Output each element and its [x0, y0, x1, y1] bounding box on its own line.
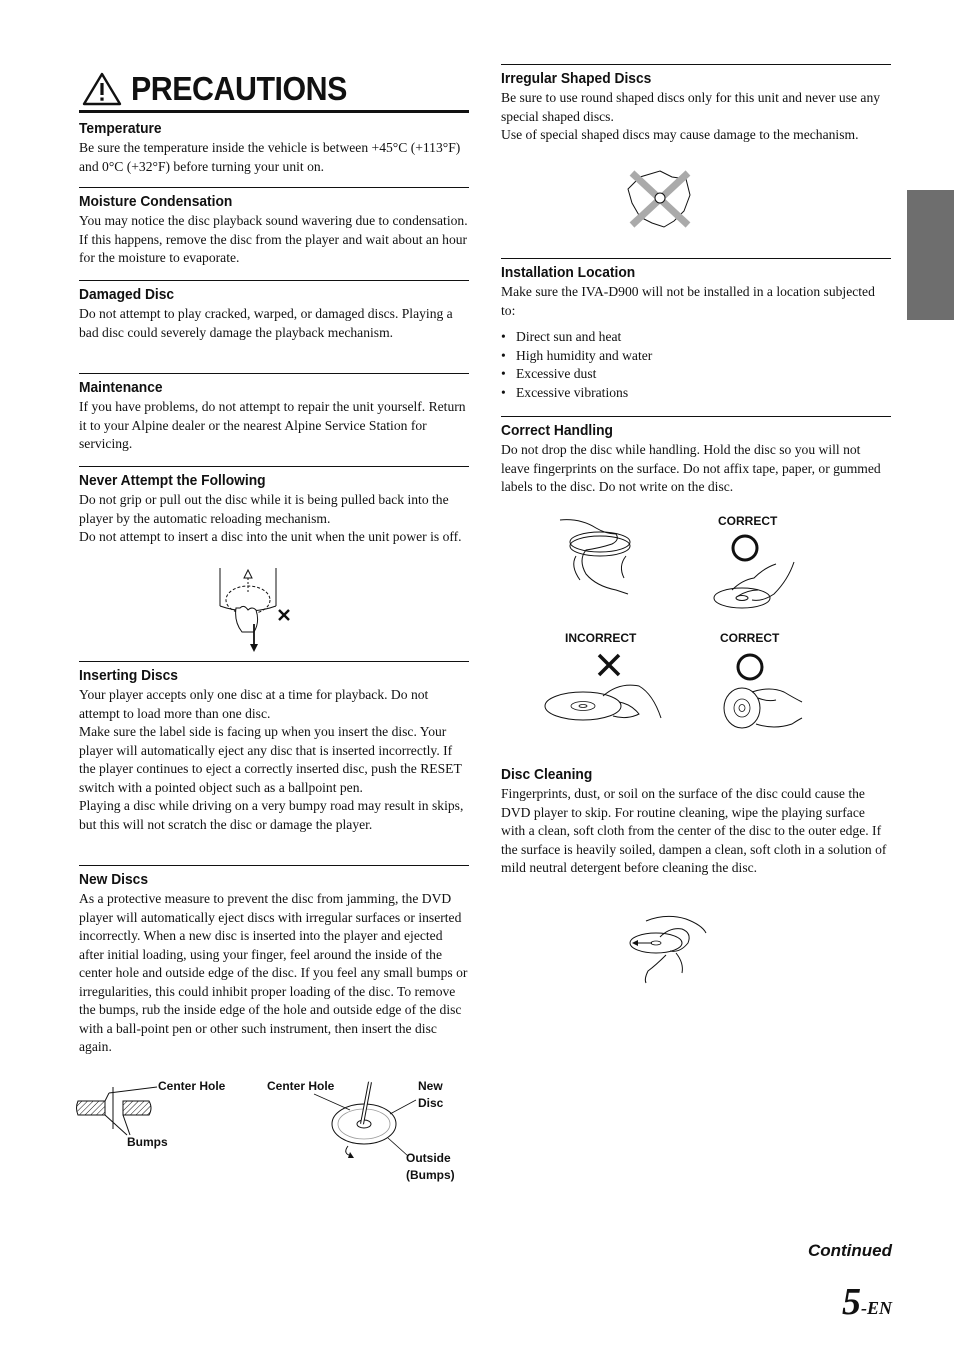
disc-cleaning-illustration [626, 913, 708, 985]
text-moisture: You may notice the disc playback sound wavering due to condensation. If this happens, remove the disc from the player and wait about an hour for the moisture to evaporate. [79, 213, 468, 265]
label-outside-bumps: Outside (Bumps) [406, 1151, 455, 1182]
disc-pen-illustration [320, 1080, 420, 1165]
hand-disc-edge-illustration [712, 560, 798, 612]
label-bumps: Bumps [127, 1135, 168, 1149]
hand-disc-surface-illustration [543, 680, 665, 732]
heading-temperature: Temperature [79, 120, 162, 137]
section-installation [501, 258, 891, 402]
label-new-disc: New Disc [418, 1079, 444, 1110]
text-inserting-1: Your player accepts only one disc at a time for playback. Do not attempt to load more than one disc. [79, 687, 429, 721]
section-maintenance [79, 373, 469, 454]
x-mark-icon [278, 609, 290, 621]
text-damaged-disc: Do not attempt to play cracked, warped, or damaged discs. Playing a bad disc could severely damage the playback mechanism. [79, 306, 453, 340]
hand-holding-disc-illustration [556, 516, 640, 596]
text-never-attempt-2: Do not attempt to insert a disc into the unit when the unit power is off. [79, 529, 462, 544]
page-title-bar [79, 70, 469, 113]
irregular-disc-illustration [626, 167, 694, 231]
heading-handling: Correct Handling [501, 422, 613, 439]
section-never-attempt [79, 466, 469, 547]
list-item: • Excessive dust [501, 365, 891, 384]
list-item: • Direct sun and heat [501, 328, 891, 347]
text-maintenance: If you have problems, do not attempt to repair the unit yourself. Return it to your Alpine dealer or the nearest Alpine Service Station for servicing. [79, 399, 466, 451]
text-inserting-3: Playing a disc while driving on a very bumpy road may result in skips, but this will not scratch the disc or damage the player. [79, 798, 464, 832]
text-disc-cleaning: Fingerprints, dust, or soil on the surface of the disc could cause the DVD player to skip. For routine cleaning, wipe the playing surface with a clean, soft cloth from the center of the disc to the outer edge. If the surface is heavily soiled, dampen a clean, soft cloth in a solution of mild neutral detergent before cleaning the disc. [501, 786, 887, 875]
installation-list [501, 328, 891, 402]
text-handling: Do not drop the disc while handling. Hold the disc so you will not leave fingerprints on the surface. Do not affix tape, paper, or gummed labels to the disc. Do not write on the disc. [501, 442, 881, 494]
heading-inserting-discs: Inserting Discs [79, 667, 178, 684]
heading-moisture: Moisture Condensation [79, 193, 233, 210]
section-tab [907, 190, 954, 320]
section-irregular-discs [501, 64, 891, 145]
heading-installation: Installation Location [501, 264, 636, 281]
section-disc-cleaning [501, 761, 891, 878]
section-temperature [79, 115, 469, 176]
label-center-hole-1: Center Hole [158, 1079, 226, 1093]
page-number [842, 1280, 892, 1324]
text-irregular-2: Use of special shaped discs may cause damage to the mechanism. [501, 127, 859, 142]
section-handling [501, 416, 891, 497]
text-new-discs: As a protective measure to prevent the disc from jamming, the DVD player will automatically eject discs with irregular surfaces or inserted incorrectly. When a new disc is inserted into the player and ejected after initial loading, using your finger, feel around the inside of the center hole and outside edge of the disc. If you feel any small bumps or irregularities, this could inhibit proper loading of the disc. To remove the bumps, rub the inside edge of the hole and outside edge of the disc with a ball-point pen or other such instrument, then insert the disc again. [79, 891, 468, 1054]
section-moisture [79, 187, 469, 268]
heading-maintenance: Maintenance [79, 379, 163, 396]
circle-mark-icon [735, 652, 765, 682]
heading-damaged-disc: Damaged Disc [79, 286, 175, 303]
circle-mark-icon [730, 533, 760, 563]
label-center-hole-2: Center Hole [267, 1079, 335, 1093]
hand-disc-sides-illustration [722, 684, 804, 734]
warning-triangle-icon [82, 72, 122, 106]
heading-new-discs: New Discs [79, 871, 149, 888]
heading-never-attempt: Never Attempt the Following [79, 472, 266, 489]
section-new-discs [79, 865, 469, 1057]
text-never-attempt-1: Do not grip or pull out the disc while it is being pulled back into the player by the automatic reloading mechanism. [79, 492, 449, 526]
list-item: • Excessive vibrations [501, 384, 891, 403]
x-mark-icon [597, 653, 621, 677]
heading-irregular-discs: Irregular Shaped Discs [501, 70, 652, 87]
text-installation: Make sure the IVA-D900 will not be installed in a location subjected to: [501, 284, 875, 318]
list-item: • High humidity and water [501, 347, 891, 366]
heading-disc-cleaning: Disc Cleaning [501, 766, 593, 783]
disc-cross-section-illustration [75, 1085, 155, 1137]
page-number-digit: 5 [842, 1281, 861, 1323]
page-number-suffix: -EN [861, 1298, 892, 1318]
text-temperature: Be sure the temperature inside the vehicle is between +45°C (+113°F) and 0°C (+32°F) before turning your unit on. [79, 140, 461, 174]
text-inserting-2: Make sure the label side is facing up when you insert the disc. Your player will automatically eject any disc that is inserted incorrectly. If the player continues to eject a correctly inserted disc, push the RESET switch with a pointed object such as a ballpoint pen. [79, 724, 462, 795]
section-damaged-disc [79, 280, 469, 342]
continued-label: Continued [807, 1241, 892, 1260]
label-correct-2: CORRECT [720, 631, 780, 645]
text-irregular-1: Be sure to use round shaped discs only for this unit and never use any special shaped discs. [501, 90, 881, 124]
page-title: PRECAUTIONS [131, 70, 347, 107]
label-correct-1: CORRECT [718, 514, 778, 528]
label-incorrect: INCORRECT [565, 631, 637, 645]
section-inserting-discs [79, 661, 469, 834]
